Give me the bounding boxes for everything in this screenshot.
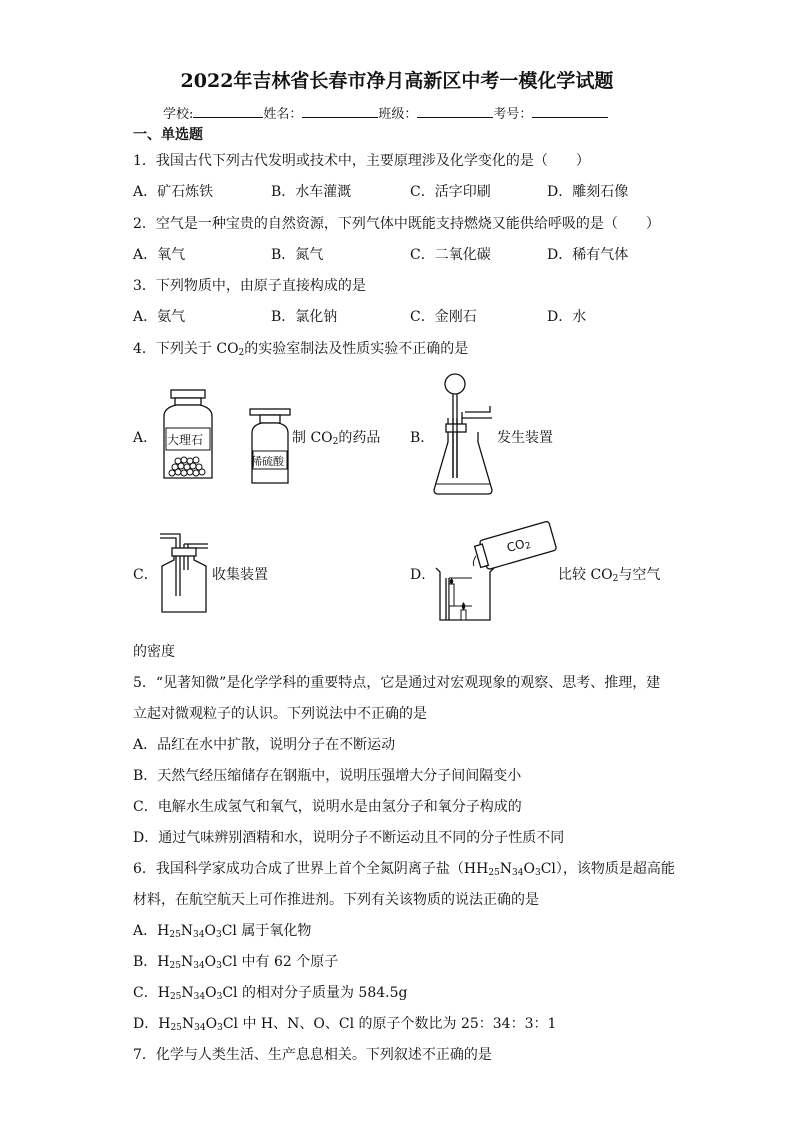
collection-apparatus-image — [152, 526, 212, 616]
name-field[interactable] — [302, 105, 378, 118]
q1-option-c: C．活字印刷 — [410, 184, 491, 200]
question-6-stem-line1 — [133, 858, 675, 878]
q4-option-a-caption — [292, 427, 380, 447]
q6-option-a: A．$H_{25}N_{34}O_3Cl$ 属于氧化物 — [133, 923, 312, 940]
q4-stem-sub: 2 — [238, 348, 245, 358]
question-2-stem: 2．空气是一种宝贵的自然资源，下列气体中既能支持燃烧又能供给呼吸的是（ ） — [133, 216, 660, 232]
q4-a-cap-pre: 制 CO — [292, 430, 333, 446]
school-label: 学校: — [163, 107, 194, 122]
q2-option-c: C．二氧化碳 — [410, 247, 491, 263]
q4-option-b-label: B． — [410, 430, 435, 446]
q4-stem-post: 的实验室制法及性质实验不正确的是 — [244, 341, 469, 357]
student-info — [163, 103, 608, 122]
q4-option-d-caption-continued: 的密度 — [133, 644, 175, 660]
q4-stem-pre: 4．下列关于 CO — [133, 341, 239, 357]
q2-option-b: B．氮气 — [271, 247, 324, 263]
q1-option-b: B．水车灌溉 — [271, 184, 352, 200]
q5-option-c: C．电解水生成氢气和氧气，说明水是由氢分子和氧分子构成的 — [133, 799, 522, 815]
q6-option-d: D．$H_{25}N_{34}O_3Cl$ 中 H、N、O、Cl 的原子个数比为 25：34：3：1 — [133, 1016, 557, 1033]
section-heading: 一、单选题 — [133, 127, 203, 143]
q5-option-b: B．天然气经压缩储存在钢瓶中，说明压强增大分子间间隔变小 — [133, 768, 522, 784]
q2-option-d: D．稀有气体 — [547, 247, 629, 263]
question-7-stem: 7．化学与人类生活、生产息息相关。下列叙述不正确的是 — [133, 1047, 492, 1063]
co2-bottle-label-sub: 2 — [524, 540, 533, 553]
q4-d-cap-pre: 比较 CO — [558, 567, 613, 583]
q2-option-a: A．氧气 — [133, 247, 186, 263]
q6-formula: $H_{25}N_{34}O_3Cl$ — [476, 861, 556, 878]
acid-bottle-label: 稀硫酸 — [251, 455, 284, 468]
q5-option-d: D．通过气味辨别酒精和水，说明分子不断运动且不同的分子性质不同 — [133, 830, 565, 846]
q6-option-c: C．$H_{25}N_{34}O_3Cl$ 的相对分子质量为 584.5g — [133, 985, 408, 1002]
q6-stem-pre: 6．我国科学家成功合成了世界上首个全氮阴离子盐（H — [133, 861, 477, 877]
q1-option-d: D．雕刻石像 — [547, 184, 629, 200]
co2-density-apparatus-image — [432, 516, 558, 626]
question-5-stem-line2: 立起对微观粒子的认识。下列说法中不正确的是 — [133, 706, 427, 722]
q4-option-d-label: D． — [410, 567, 436, 583]
q3-option-d: D．水 — [547, 309, 587, 325]
q4-a-cap-sub: 2 — [332, 437, 339, 447]
number-label: 考号： — [493, 107, 533, 122]
q4-a-cap-post: 的药品 — [338, 430, 381, 446]
q1-option-a: A．矿石炼铁 — [133, 184, 214, 200]
page-title: 2022年吉林省长春市净月高新区中考一模化学试题 — [180, 70, 614, 92]
q6-a-formula: $H_{25}N_{34}O_3Cl$ — [157, 923, 237, 940]
q6-d-formula: $H_{25}N_{34}O_3Cl$ — [158, 1016, 239, 1033]
class-field[interactable] — [417, 105, 493, 118]
q6-stem-post: ），该物质是超高能 — [555, 861, 675, 877]
marble-jar-label: 大理石 — [167, 433, 204, 447]
q3-option-a: A．氨气 — [133, 309, 186, 325]
question-6-stem-line2: 材料，在航空航天上可作推进剂。下列有关该物质的说法正确的是 — [133, 892, 539, 908]
q4-d-cap-sub: 2 — [612, 574, 619, 584]
q3-option-c: C．金刚石 — [410, 309, 477, 325]
q6-option-b: B．$H_{25}N_{34}O_3Cl$ 中有 62 个原子 — [133, 954, 339, 971]
q6-b-formula: $H_{25}N_{34}O_3Cl$ — [157, 954, 238, 971]
q4-option-c-caption: 收集装置 — [212, 567, 268, 583]
question-1-stem: 1．我国古代下列古代发明或技术中，主要原理涉及化学变化的是（ ） — [133, 153, 590, 169]
q3-option-b: B．氯化钠 — [271, 309, 338, 325]
q6-c-formula: $H_{25}N_{34}O_3Cl$ — [157, 985, 238, 1002]
co2-bottle-label-pre: CO — [505, 536, 527, 556]
generation-apparatus-image — [430, 372, 496, 498]
q4-option-d-caption — [558, 564, 660, 584]
question-5-stem-line1: 5．“见著知微”是化学学科的重要特点，它是通过对宏观现象的观察、思考、推理，建 — [133, 675, 661, 691]
number-field[interactable] — [532, 105, 608, 118]
question-4-stem — [133, 338, 468, 358]
name-label: 姓名： — [263, 107, 303, 122]
acid-bottle-image — [246, 407, 294, 487]
q4-option-c-label: C． — [133, 567, 158, 583]
q4-option-a-label: A． — [133, 430, 158, 446]
q4-option-b-caption: 发生装置 — [497, 430, 553, 446]
school-field[interactable] — [193, 105, 263, 118]
class-label: 班级： — [378, 107, 418, 122]
q4-d-cap-post: 与空气 — [618, 567, 661, 583]
question-3-stem: 3．下列物质中，由原子直接构成的是 — [133, 278, 366, 294]
q5-option-a: A．品红在水中扩散，说明分子在不断运动 — [133, 737, 396, 753]
